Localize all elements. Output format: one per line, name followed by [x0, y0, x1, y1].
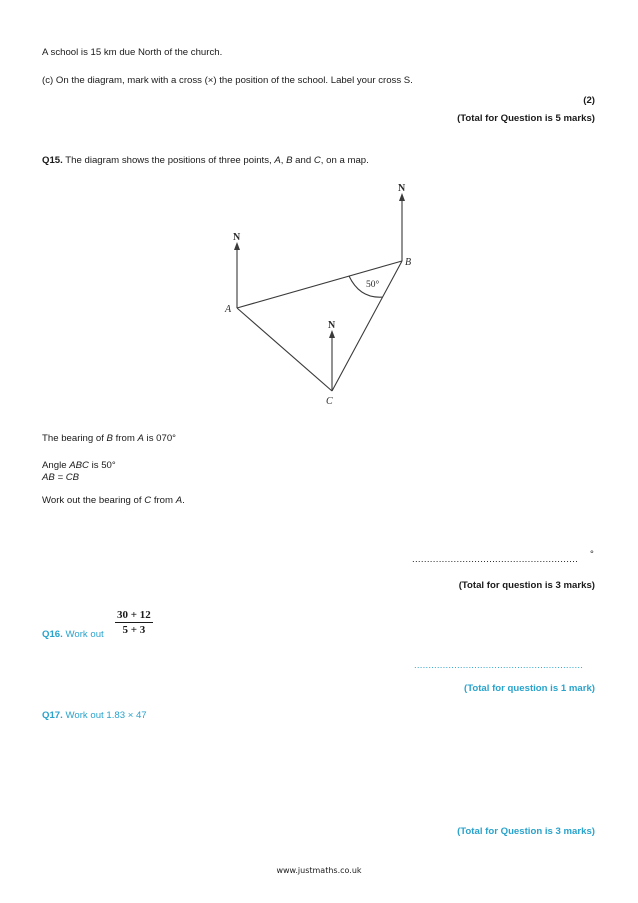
- q16-answer-line[interactable]: ...........................................................: [414, 660, 584, 671]
- q15-bearing-text: The bearing of: [42, 433, 107, 444]
- q17-number: Q17.: [42, 710, 63, 721]
- q16-fraction: [115, 609, 153, 636]
- q17-prompt: [42, 710, 147, 721]
- north-label-a: N: [233, 232, 241, 243]
- q15-work-text: from: [151, 495, 176, 506]
- q15-angle-statement: [42, 460, 116, 471]
- q15-sep: ,: [280, 155, 287, 166]
- q14-intro-text: A school is 15 km due North of the church.: [42, 47, 223, 58]
- q15-work-text: Work out the bearing of: [42, 495, 145, 506]
- q15-bearing-text: is 070°: [143, 433, 176, 444]
- north-label-c: N: [328, 320, 336, 331]
- side-ac: [237, 308, 332, 391]
- q15-prompt-text: , on a map.: [320, 155, 369, 166]
- q15-angle-text: is 50°: [88, 460, 116, 471]
- q15-sep: and: [292, 155, 314, 166]
- point-b-label: B: [405, 257, 412, 268]
- q15-total-marks: (Total for question is 3 marks): [458, 580, 595, 591]
- q15-equal-sides: AB = CB: [42, 472, 80, 483]
- q15-bearing-b: B: [106, 433, 113, 444]
- fraction-denominator: 5 + 3: [122, 624, 146, 636]
- q15-work-text: .: [182, 495, 185, 506]
- q15-point-b: B: [286, 155, 293, 166]
- angle-50-label: 50°: [366, 280, 380, 290]
- fraction-numerator: 30 + 12: [117, 609, 151, 621]
- q15-work-a: A: [175, 495, 183, 506]
- bearing-diagram: [215, 178, 425, 410]
- q15-degree-symbol: °: [590, 549, 594, 560]
- q16-prompt-text: Work out: [62, 629, 104, 640]
- q15-angle-name: ABC: [69, 460, 89, 471]
- q15-work-out: [42, 495, 185, 506]
- q16-prompt: [42, 629, 104, 640]
- q15-prompt-text: The diagram shows the positions of three points,: [62, 155, 275, 166]
- q14c-marks: (2): [583, 95, 595, 106]
- q15-point-c: C: [313, 155, 321, 166]
- q15-number: Q15.: [42, 155, 63, 166]
- q15-answer-line[interactable]: ........................................................: [412, 554, 579, 565]
- q15-angle-text: Angle: [42, 460, 70, 471]
- q15-bearing-text: from: [112, 433, 138, 444]
- point-c-label: C: [326, 396, 333, 407]
- q15-prompt: [42, 155, 369, 166]
- north-arrow-b: [399, 193, 405, 201]
- footer-url: www.justmaths.co.uk: [276, 866, 362, 875]
- north-arrow-c: [329, 330, 335, 338]
- q15-bearing-statement: [42, 433, 176, 444]
- q15-point-a: A: [274, 155, 281, 166]
- q15-bearing-a: A: [137, 433, 144, 444]
- q14-total-marks: (Total for Question is 5 marks): [457, 113, 595, 124]
- north-arrow-a: [234, 242, 240, 250]
- north-label-b: N: [398, 183, 406, 194]
- q17-prompt-text: Work out 1.83 × 47: [62, 710, 147, 721]
- q17-total-marks: (Total for Question is 3 marks): [457, 826, 595, 837]
- q15-work-c: C: [144, 495, 152, 506]
- point-a-label: A: [225, 304, 232, 315]
- q14c-instruction: (c) On the diagram, mark with a cross (×) the position of the school. Label your cross S.: [42, 75, 413, 86]
- q16-total-marks: (Total for question is 1 mark): [464, 683, 595, 694]
- q16-number: Q16.: [42, 629, 63, 640]
